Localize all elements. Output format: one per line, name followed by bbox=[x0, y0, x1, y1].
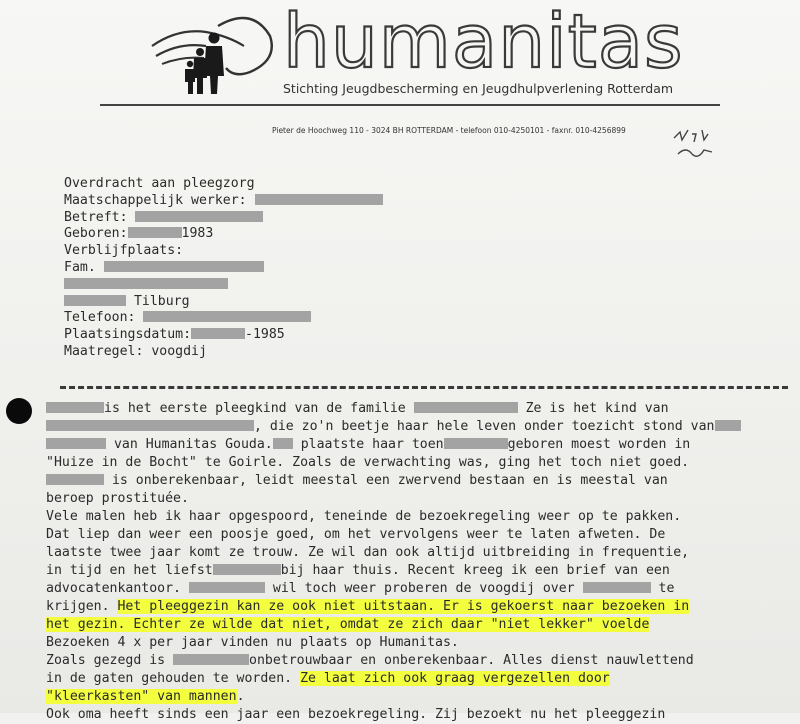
text-line bbox=[46, 400, 776, 418]
redaction-bar bbox=[46, 402, 104, 413]
redaction-bar bbox=[46, 438, 106, 449]
phone-label: Telefoon: bbox=[64, 310, 136, 326]
text-span: Zoals gezegd is bbox=[46, 653, 166, 668]
text-line bbox=[46, 526, 776, 544]
text-span: . bbox=[236, 689, 245, 704]
city-value: Tilburg bbox=[133, 293, 190, 309]
redaction-bar bbox=[715, 420, 741, 431]
redaction-bar bbox=[46, 474, 104, 485]
worker-label: Maatschappelijk werker: bbox=[64, 192, 247, 208]
redaction-bar bbox=[255, 194, 383, 205]
redaction-bar bbox=[583, 582, 651, 593]
redaction-bar bbox=[128, 227, 182, 238]
text-span: bij haar thuis. Recent kreeg ik een brief van een bbox=[280, 563, 670, 578]
text-span: in de gaten gehouden te worden. bbox=[46, 671, 293, 686]
text-line bbox=[46, 598, 776, 616]
text-line bbox=[46, 490, 776, 508]
text-span: geboren moest worden in bbox=[507, 437, 691, 452]
text-line bbox=[46, 562, 776, 580]
text-span: wil toch weer proberen de voogdij over bbox=[272, 581, 575, 596]
text-line bbox=[46, 580, 776, 598]
text-line bbox=[46, 634, 776, 652]
placement-label: Plaatsingsdatum: bbox=[64, 327, 192, 343]
text-line bbox=[46, 418, 776, 436]
text-span: "Huize in de Bocht" te Goirle. Zoals de verwachting was, ging het toch niet goed. bbox=[46, 455, 690, 470]
document-title: Overdracht aan pleegzorg bbox=[64, 176, 255, 191]
text-span: advocatenkantoor. bbox=[46, 581, 181, 596]
redaction-bar bbox=[414, 402, 518, 413]
text-line bbox=[46, 436, 776, 454]
report-body bbox=[46, 400, 776, 724]
text-span: , die zo'n beetje haar hele leven onder toezicht stond van bbox=[254, 419, 715, 434]
born-label: Geboren: bbox=[64, 226, 128, 242]
redaction-bar bbox=[135, 211, 263, 222]
placement-year: -1985 bbox=[245, 327, 285, 343]
text-line bbox=[46, 472, 776, 490]
text-line bbox=[46, 616, 776, 634]
redaction-bar bbox=[444, 438, 508, 449]
text-span: plaatste haar toen bbox=[300, 437, 444, 452]
highlighted-text: het gezin. Echter ze wilde dat niet, omdat ze zich daar "niet lekker" voelde bbox=[46, 617, 650, 632]
redaction-bar bbox=[191, 328, 245, 339]
text-span: onbetrouwbaar en onberekenbaar. Alles dienst nauwlettend bbox=[249, 653, 694, 668]
text-line bbox=[46, 544, 776, 562]
redaction-bar bbox=[273, 438, 293, 449]
organization-subtitle: Stichting Jeugdbescherming en Jeugdhulpverlening Rotterdam bbox=[283, 81, 674, 96]
redaction-bar bbox=[143, 311, 311, 322]
text-span: Ook oma heeft sinds een jaar een bezoekregeling. Zij bezoekt nu het pleeggezin bbox=[46, 707, 666, 722]
redaction-bar bbox=[64, 278, 228, 289]
highlighted-text: "kleerkasten" van mannen bbox=[46, 689, 237, 704]
punch-hole bbox=[6, 398, 32, 424]
redaction-bar bbox=[173, 654, 249, 665]
text-span: laatste twee jaar komt ze trouw. Ze wil dan ook altijd uitbreiding in frequentie, bbox=[46, 545, 690, 560]
family-label: Fam. bbox=[64, 259, 96, 275]
redaction-bar bbox=[104, 261, 264, 272]
residence-label: Verblijfplaats: bbox=[64, 243, 184, 259]
header-rule bbox=[100, 104, 720, 106]
text-span: Vele malen heb ik haar opgespoord, teneinde de bezoekregeling weer op te pakken. bbox=[46, 509, 682, 524]
text-line bbox=[46, 670, 776, 688]
highlighted-text: Ze laat zich ook graag vergezellen door bbox=[300, 671, 610, 686]
text-line bbox=[46, 706, 776, 724]
text-span: van Humanitas Gouda. bbox=[113, 437, 273, 452]
text-span: Dat liep dan weer een poosje goed, om het vervolgens weer te laten afweten. De bbox=[46, 527, 666, 542]
text-span: is het eerste pleegkind van de familie bbox=[104, 401, 406, 416]
handwritten-annotation-icon bbox=[672, 124, 732, 160]
text-span: beroep prostituée. bbox=[46, 491, 189, 506]
family-hands-logo-icon bbox=[148, 6, 278, 96]
text-line bbox=[46, 508, 776, 526]
redaction-bar bbox=[64, 295, 126, 306]
text-span: Ze is het kind van bbox=[525, 401, 669, 416]
text-span: in tijd en het liefst bbox=[46, 563, 213, 578]
transfer-fields bbox=[64, 176, 383, 361]
section-separator bbox=[60, 386, 788, 389]
organization-address: Pieter de Hoochweg 110 - 3024 BH ROTTERDAM - telefoon 010-4250101 - faxnr. 010-4256899 bbox=[272, 126, 626, 135]
measure-field: Maatregel: voogdij bbox=[64, 343, 207, 359]
text-span: te bbox=[658, 581, 675, 596]
born-year: 1983 bbox=[181, 226, 214, 242]
text-span: is onberekenbaar, leidt meestal een zwervend bestaan en is meestal van bbox=[111, 473, 668, 488]
subject-label: Betreft: bbox=[64, 209, 128, 225]
redaction-bar bbox=[46, 420, 254, 431]
text-line bbox=[46, 688, 776, 706]
text-line bbox=[46, 652, 776, 670]
redaction-bar bbox=[213, 564, 281, 575]
highlighted-text: Het pleeggezin kan ze ook niet uitstaan. Er is gekoerst naar bezoeken in bbox=[117, 599, 690, 614]
organization-name: humanitas bbox=[283, 0, 684, 85]
redaction-bar bbox=[189, 582, 265, 593]
text-line bbox=[46, 454, 776, 472]
text-span: krijgen. bbox=[46, 599, 110, 614]
text-span: Bezoeken 4 x per jaar vinden nu plaats op Humanitas. bbox=[46, 635, 459, 650]
